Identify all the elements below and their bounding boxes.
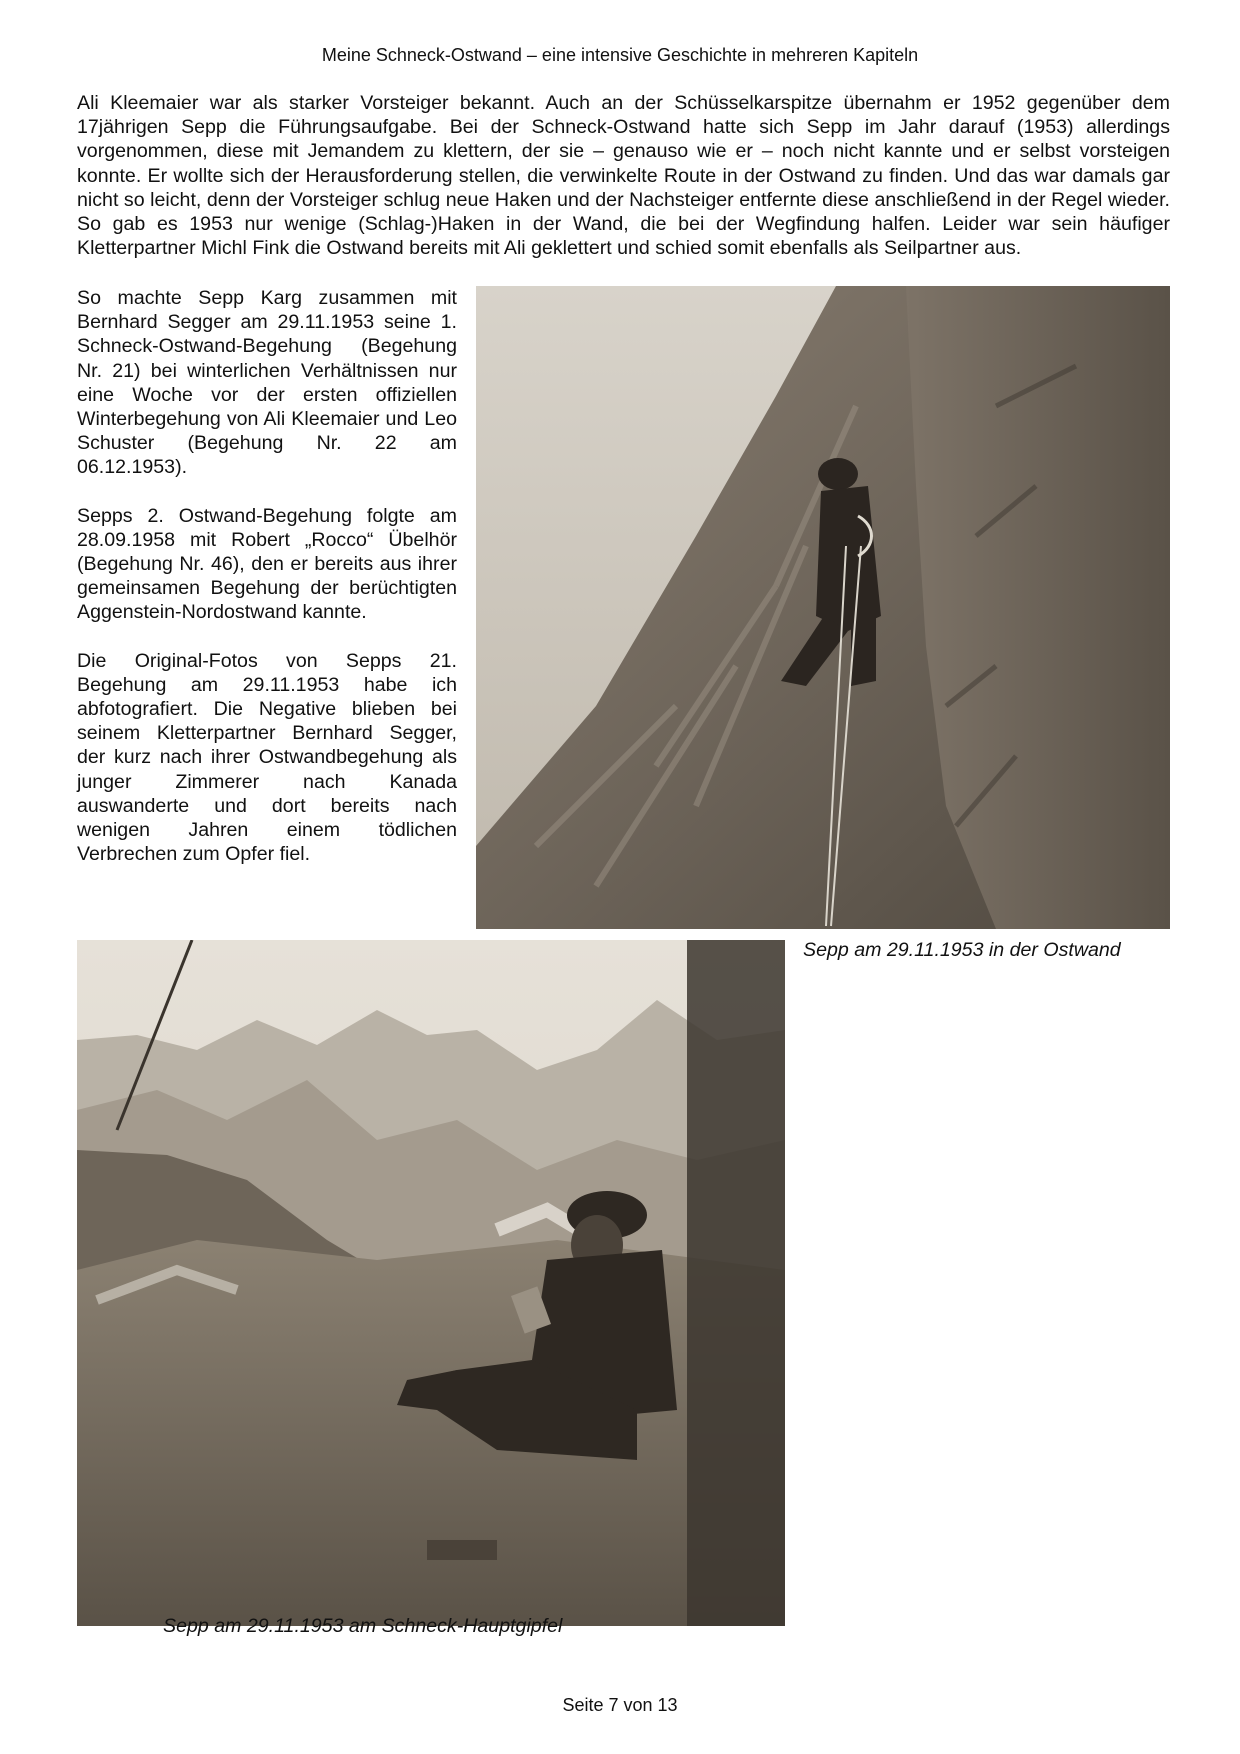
paragraph-first-ascent: So machte Sepp Karg zusammen mit Bernhard Segger am 29.11.1953 seine 1. Schneck-Ostwand-Begehung (Begehung Nr. 21) bei winterlichen Verhältnissen nur eine Woche vor der ersten offiziellen Winterbegehung von Ali Kleemaier und Leo Schuster (Begehung Nr. 22 am 06.12.1953).: [77, 287, 457, 479]
photo-climber-east-face: [476, 286, 1170, 929]
page-footer: Seite 7 von 13: [562, 1695, 678, 1715]
photo-main-summit: [77, 940, 785, 1626]
left-text-column: [77, 286, 457, 890]
page-header: Meine Schneck-Ostwand – eine intensive Geschichte in mehreren Kapiteln: [321, 45, 919, 65]
intro-paragraph: Ali Kleemaier war als starker Vorsteiger bekannt. Auch an der Schüsselkarspitze übernahm er 1952 gegenüber dem 17jährigen Sepp die Führungsaufgabe. Bei der Schneck-Ostwand hatte sich Sepp im Jahr darauf (1953) allerdings vorgenommen, diese mit Jemandem zu klettern, der sie – genauso wie er – noch nicht kannte und er selbst vorsteigen konnte. Er wollte sich der Herausforderung stellen, die verwinkelte Route in der Ostwand zu finden. Und das war damals gar nicht so leicht, denn der Vorsteiger schlug neue Haken und der Nachsteiger entfernte diese anschließend in der Regel wieder. So gab es 1953 nur wenige (Schlag-)Haken in der Wand, die bei der Wegfindung halfen. Leider war sein häufiger Kletterpartner Michl Fink die Ostwand bereits mit Ali geklettert und schied somit ebenfalls als Seilpartner aus.: [77, 92, 1170, 260]
paragraph-original-photos: Die Original-Fotos von Sepps 21. Begehung am 29.11.1953 habe ich abfotografiert. Die Negative blieben bei seinem Kletterpartner Bernhard Segger, der kurz nach ihrer Ostwandbegehung als junger Zimmerer nach Kanada auswanderte und dort bereits nach wenigen Jahren einem tödlichen Verbrechen zum Opfer fiel.: [77, 649, 457, 866]
paragraph-second-ascent: Sepps 2. Ostwand-Begehung folgte am 28.09.1958 mit Robert „Rocco“ Übelhör (Begehung Nr. 46), den er bereits aus ihrer gemeinsamen Begehung der berüchtigten Aggenstein-Nordostwand kannte.: [77, 504, 457, 624]
caption-main-summit: Sepp am 29.11.1953 am Schneck-Hauptgipfel: [163, 1615, 563, 1637]
caption-east-face: Sepp am 29.11.1953 in der Ostwand: [803, 939, 1121, 961]
